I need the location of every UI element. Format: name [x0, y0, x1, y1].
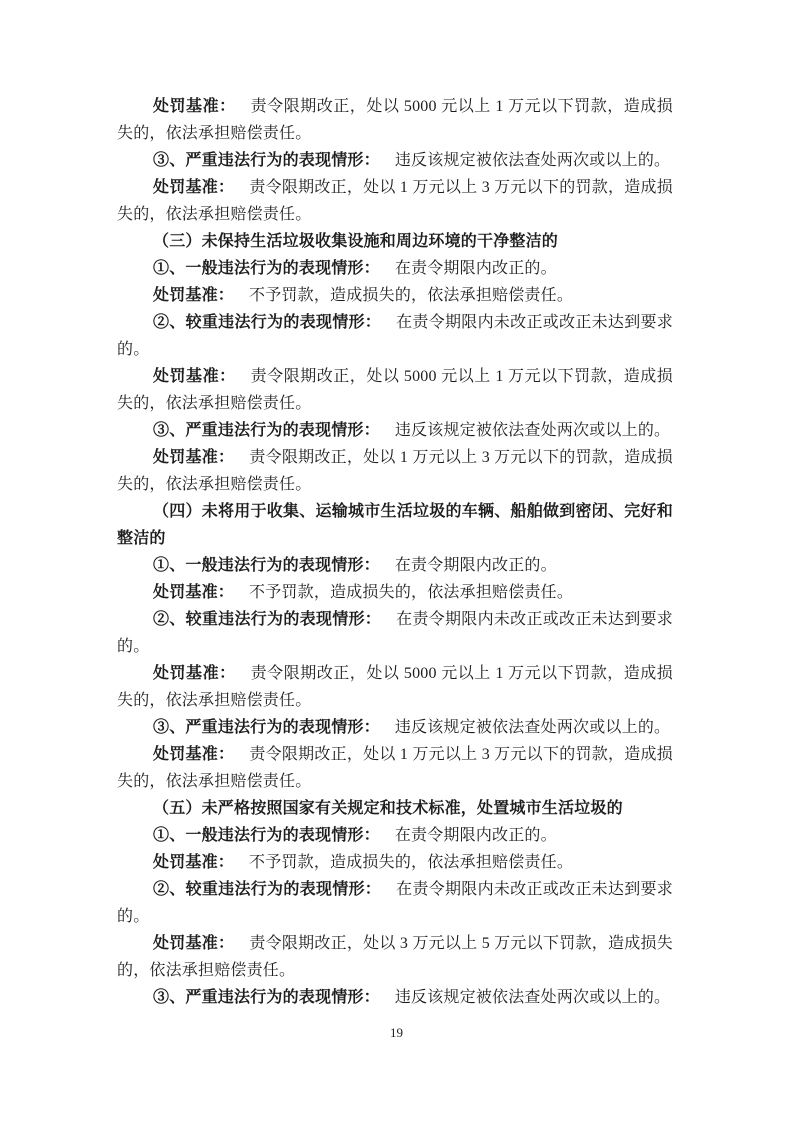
- section-heading: [117, 498, 673, 552]
- section-heading-text: （五）未严格按照国家有关规定和技术标准，处置城市生活垃圾的: [153, 800, 623, 817]
- paragraph-text: 违反该规定被依法查处两次或以上的。: [394, 719, 671, 736]
- paragraph-text: 在责令期限内未改正或改正未达到要求的。: [117, 314, 673, 358]
- paragraph-text: 违反该规定被依法查处两次或以上的。: [394, 422, 671, 439]
- paragraph-text: 在责令期限内未改正或改正未达到要求的。: [117, 881, 673, 925]
- paragraph-text: 在责令期限内未改正或改正未达到要求的。: [117, 611, 673, 655]
- paragraph-label: ②、较重违法行为的表现情形：: [153, 314, 382, 331]
- paragraph-text: 违反该规定被依法查处两次或以上的。: [394, 152, 671, 169]
- paragraph-label: 处罚基准：: [153, 368, 236, 385]
- paragraph-text: 不予罚款，造成损失的，依法承担赔偿责任。: [249, 287, 574, 304]
- paragraph-label: 处罚基准：: [153, 746, 235, 763]
- paragraph-label: ②、较重违法行为的表现情形：: [153, 611, 382, 628]
- paragraph: [117, 282, 673, 309]
- paragraph: [117, 93, 673, 147]
- page-number: 19: [390, 1025, 403, 1040]
- paragraph: [117, 741, 673, 795]
- paragraph: [117, 714, 673, 741]
- section-heading: [117, 795, 673, 822]
- paragraph: [117, 552, 673, 579]
- paragraph-text: 在责令期限内改正的。: [394, 557, 557, 574]
- paragraph-text: 责令限期改正，处以 1 万元以上 3 万元以下的罚款，造成损失的，依法承担赔偿责任。: [117, 449, 673, 493]
- paragraph-text: 责令限期改正，处以 5000 元以上 1 万元以下罚款，造成损失的，依法承担赔偿责任。: [117, 665, 673, 709]
- paragraph: [117, 822, 673, 849]
- paragraph-text: 责令限期改正，处以 5000 元以上 1 万元以下罚款，造成损失的，依法承担赔偿责任。: [117, 98, 673, 142]
- paragraph-label: 处罚基准：: [153, 665, 236, 682]
- paragraph: [117, 606, 673, 660]
- paragraph-label: 处罚基准：: [153, 854, 235, 871]
- paragraph-text: 责令限期改正，处以 3 万元以上 5 万元以下罚款，造成损失的，依法承担赔偿责任。: [117, 935, 673, 979]
- section-heading: [117, 228, 673, 255]
- section-heading-text: （四）未将用于收集、运输城市生活垃圾的车辆、船舶做到密闭、完好和整洁的: [117, 503, 673, 547]
- paragraph: [117, 930, 673, 984]
- paragraph-label: ③、严重违法行为的表现情形：: [153, 989, 380, 1006]
- paragraph: [117, 660, 673, 714]
- paragraph-label: 处罚基准：: [153, 449, 235, 466]
- paragraph-label: 处罚基准：: [153, 584, 235, 601]
- paragraph-label: 处罚基准：: [153, 98, 236, 115]
- paragraph: [117, 147, 673, 174]
- paragraph-text: 责令限期改正，处以 1 万元以上 3 万元以下的罚款，造成损失的，依法承担赔偿责任。: [117, 179, 673, 223]
- paragraph-label: 处罚基准：: [153, 287, 235, 304]
- paragraph-text: 责令限期改正，处以 5000 元以上 1 万元以下罚款，造成损失的，依法承担赔偿责任。: [117, 368, 673, 412]
- paragraph-text: 在责令期限内改正的。: [394, 260, 557, 277]
- paragraph-label: ③、严重违法行为的表现情形：: [153, 719, 380, 736]
- paragraph: [117, 444, 673, 498]
- paragraph-label: 处罚基准：: [153, 179, 235, 196]
- paragraph: [117, 174, 673, 228]
- paragraph-label: 处罚基准：: [153, 935, 235, 952]
- paragraph: [117, 255, 673, 282]
- document-body: [117, 93, 673, 1011]
- paragraph-label: ①、一般违法行为的表现情形：: [153, 260, 380, 277]
- paragraph-label: ③、严重违法行为的表现情形：: [153, 152, 380, 169]
- paragraph: [117, 876, 673, 930]
- paragraph-label: ①、一般违法行为的表现情形：: [153, 827, 380, 844]
- paragraph-text: 不予罚款，造成损失的，依法承担赔偿责任。: [249, 854, 574, 871]
- paragraph: [117, 363, 673, 417]
- section-heading-text: （三）未保持生活垃圾收集设施和周边环境的干净整洁的: [153, 233, 559, 250]
- paragraph-text: 责令限期改正，处以 1 万元以上 3 万元以下的罚款，造成损失的，依法承担赔偿责任。: [117, 746, 673, 790]
- paragraph: [117, 984, 673, 1011]
- paragraph: [117, 849, 673, 876]
- paragraph-text: 不予罚款，造成损失的，依法承担赔偿责任。: [249, 584, 574, 601]
- paragraph-label: ①、一般违法行为的表现情形：: [153, 557, 380, 574]
- paragraph-text: 在责令期限内改正的。: [394, 827, 557, 844]
- paragraph: [117, 417, 673, 444]
- paragraph-label: ③、严重违法行为的表现情形：: [153, 422, 380, 439]
- paragraph: [117, 309, 673, 363]
- paragraph: [117, 579, 673, 606]
- paragraph-label: ②、较重违法行为的表现情形：: [153, 881, 382, 898]
- paragraph-text: 违反该规定被依法查处两次或以上的。: [394, 989, 671, 1006]
